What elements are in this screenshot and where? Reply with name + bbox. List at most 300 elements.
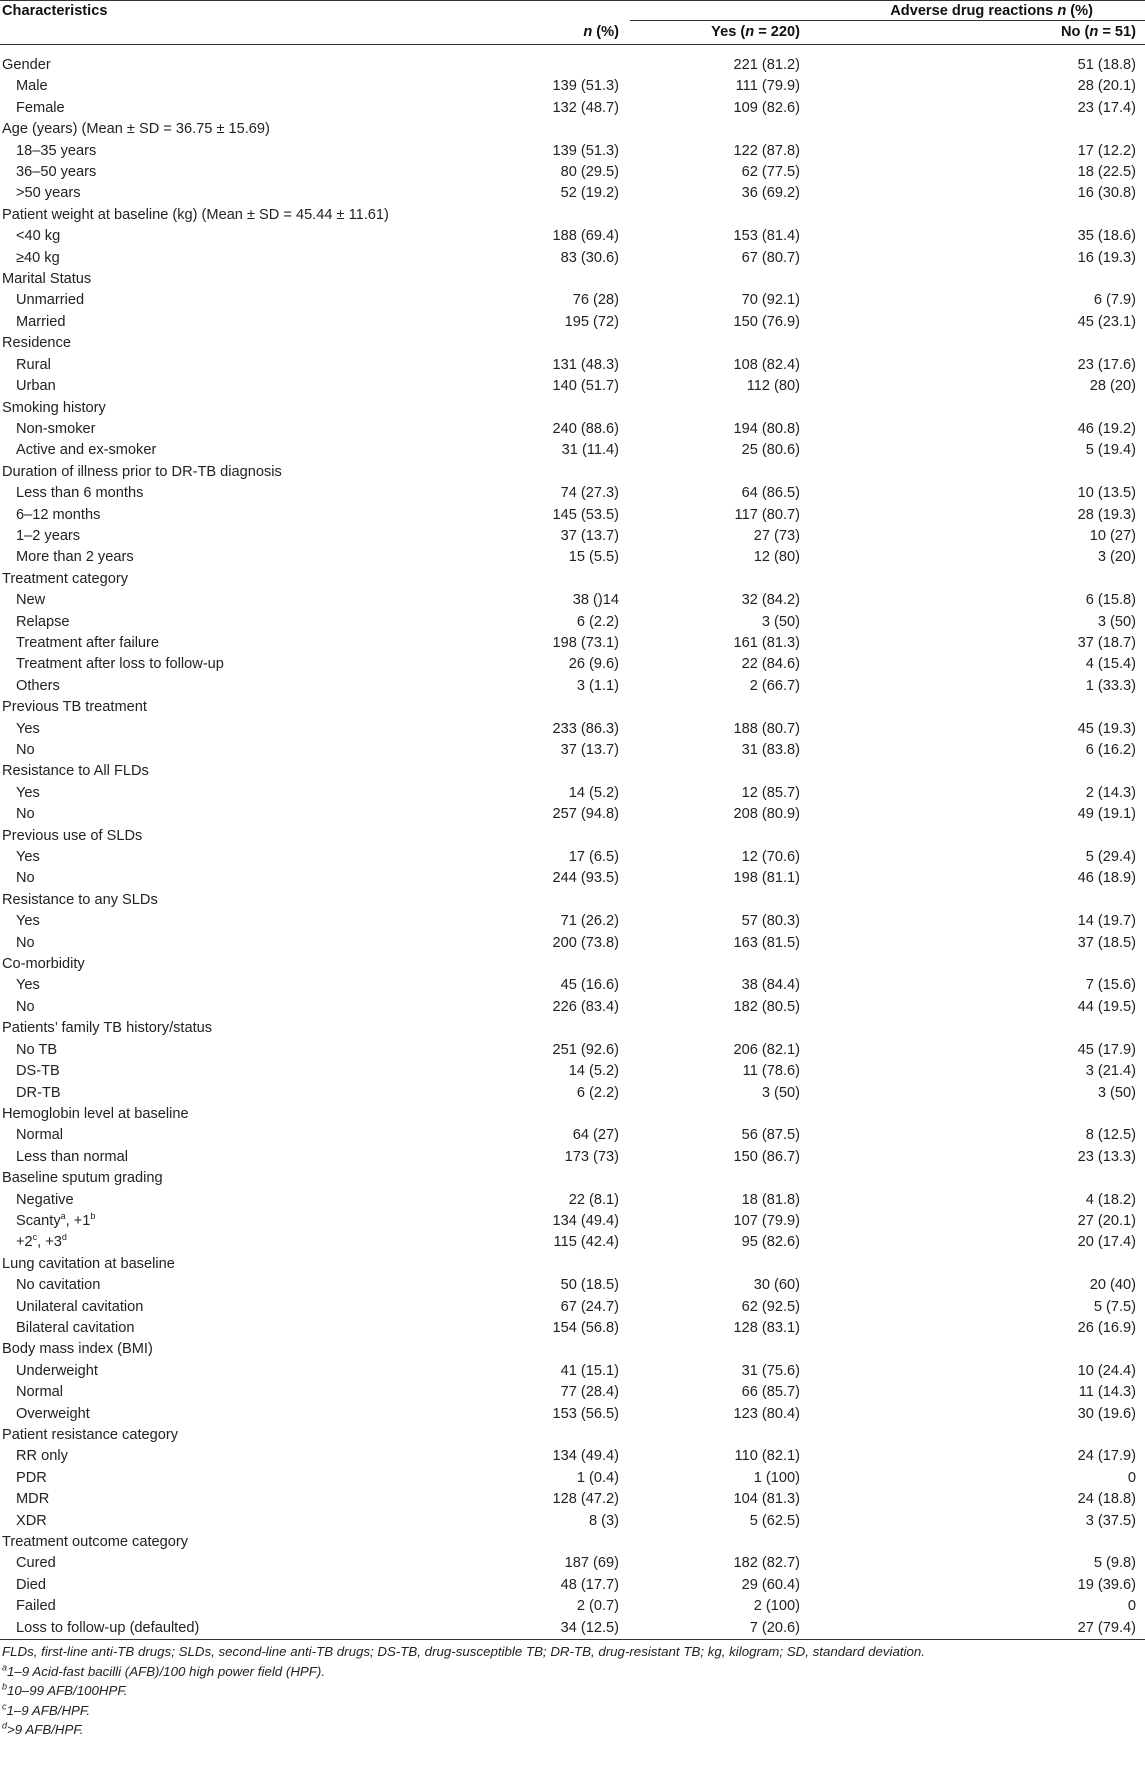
cell-n-percent: 52 (19.2)	[560, 185, 619, 202]
cell-adr-no: 23 (17.6)	[1077, 356, 1137, 373]
cell-adr-no: 10 (13.5)	[1077, 485, 1137, 502]
cell-adr-no: 5 (19.4)	[1085, 442, 1137, 459]
table-row	[0, 162, 1145, 183]
cell-n-percent: 74 (27.3)	[560, 485, 619, 502]
table-row	[0, 226, 1145, 247]
table-row-category	[0, 569, 1145, 590]
table-row	[0, 76, 1145, 97]
cell-adr-yes: 2 (66.7)	[749, 677, 800, 694]
row-label: Treatment after loss to follow-up	[16, 656, 224, 673]
row-label: No cavitation	[16, 1277, 101, 1294]
cell-adr-no: 0	[1127, 1469, 1137, 1486]
table-row	[0, 141, 1145, 162]
cell-adr-yes: 161 (81.3)	[733, 634, 800, 651]
row-label: Patient weight at baseline (kg) (Mean ± SD = 45.44 ± 11.61)	[2, 206, 389, 223]
cell-adr-yes: 1 (100)	[753, 1469, 800, 1486]
table-row	[0, 1618, 1145, 1640]
cell-adr-no: 27 (20.1)	[1077, 1212, 1137, 1229]
row-label: New	[16, 592, 46, 609]
cell-adr-no: 6 (7.9)	[1093, 292, 1137, 309]
row-label: Body mass index (BMI)	[2, 1341, 153, 1358]
cell-adr-no: 7 (15.6)	[1085, 977, 1137, 994]
table-row-category	[0, 205, 1145, 226]
row-label: No	[16, 806, 35, 823]
cell-n-percent: 251 (92.6)	[552, 1041, 619, 1058]
table-row	[0, 312, 1145, 333]
cell-adr-yes	[630, 462, 905, 483]
table-row	[0, 1190, 1145, 1211]
footnote: $^b$10–99 AFB/100HPF.	[2, 1681, 128, 1699]
cell-adr-no	[905, 1339, 1145, 1360]
row-label: No	[16, 934, 35, 951]
cell-n-percent: 67 (24.7)	[560, 1298, 619, 1315]
cell-adr-yes: 7 (20.6)	[630, 1618, 905, 1640]
row-label: Treatment category	[2, 570, 128, 587]
header-yes: Yes (n = 220)	[711, 24, 800, 40]
cell-n-percent	[500, 1104, 630, 1125]
row-label: Bilateral cavitation	[16, 1319, 135, 1336]
cell-adr-yes: 221 (81.2)	[733, 57, 800, 73]
cell-adr-yes: 128 (83.1)	[733, 1319, 800, 1336]
row-label: Treatment outcome category	[2, 1534, 189, 1551]
cell-n-percent: 153 (56.5)	[552, 1405, 619, 1422]
cell-adr-no: 27 (79.4)	[905, 1618, 1145, 1640]
cell-adr-yes	[630, 1532, 905, 1553]
cell-adr-yes	[630, 269, 905, 290]
cell-adr-no	[905, 462, 1145, 483]
table-row-category	[0, 1168, 1145, 1189]
table-row	[0, 654, 1145, 675]
cell-adr-no	[905, 269, 1145, 290]
cell-adr-yes	[630, 119, 905, 140]
cell-adr-yes: 31 (83.8)	[741, 742, 800, 758]
table-row	[0, 1211, 1145, 1232]
cell-adr-no: 3 (37.5)	[1085, 1512, 1137, 1529]
table-row	[0, 1596, 1145, 1617]
cell-adr-yes: 56 (87.5)	[741, 1127, 800, 1144]
cell-adr-no: 16 (19.3)	[1077, 249, 1137, 266]
cell-adr-yes	[630, 1168, 905, 1189]
row-label: Previous TB treatment	[2, 699, 147, 716]
row-label: No	[16, 998, 35, 1015]
cell-adr-no: 46 (19.2)	[1077, 420, 1137, 437]
cell-adr-yes: 2 (100)	[753, 1598, 800, 1615]
table-row	[0, 997, 1145, 1018]
cell-adr-no: 37 (18.5)	[1077, 934, 1137, 951]
cell-n-percent: 200 (73.8)	[552, 934, 619, 951]
cell-n-percent: 2 (0.7)	[576, 1598, 619, 1615]
table-row	[0, 740, 1145, 761]
cell-adr-no	[905, 1104, 1145, 1125]
table-row	[0, 1404, 1145, 1425]
cell-n-percent: 83 (30.6)	[560, 249, 619, 266]
cell-adr-yes: 3 (50)	[761, 613, 800, 630]
footnote: $^c$1–9 AFB/HPF.	[2, 1701, 91, 1718]
table-row	[0, 248, 1145, 269]
cell-adr-no: 35 (18.6)	[1077, 228, 1137, 245]
row-label: DS-TB	[16, 1063, 60, 1080]
table-row	[0, 290, 1145, 311]
cell-n-percent	[500, 1254, 630, 1275]
cell-n-percent	[500, 398, 630, 419]
table-row-category	[0, 1018, 1145, 1039]
table-row	[0, 1275, 1145, 1296]
cell-n-percent: 139 (51.3)	[552, 78, 619, 95]
row-label: Patients’ family TB history/status	[2, 1020, 213, 1037]
table-row-category	[0, 890, 1145, 911]
row-label: Overweight	[16, 1405, 90, 1422]
table-row	[0, 1232, 1145, 1253]
cell-n-percent	[500, 269, 630, 290]
row-label: Resistance to any SLDs	[2, 891, 158, 908]
cell-n-percent: 187 (69)	[564, 1555, 619, 1572]
cell-adr-yes: 122 (87.8)	[733, 142, 800, 159]
cell-n-percent: 145 (53.5)	[552, 506, 619, 523]
cell-adr-yes	[630, 697, 905, 718]
cell-adr-yes: 38 (84.4)	[741, 977, 800, 994]
cell-n-percent: 37 (13.7)	[560, 527, 619, 544]
table-row-category	[0, 1425, 1145, 1446]
table-row	[0, 419, 1145, 440]
cell-adr-yes: 29 (60.4)	[741, 1576, 800, 1593]
cell-adr-yes: 111 (79.9)	[735, 78, 800, 95]
cell-n-percent	[500, 1532, 630, 1553]
cell-adr-no: 6 (15.8)	[1085, 592, 1137, 609]
cell-adr-yes: 206 (82.1)	[733, 1041, 800, 1058]
cell-adr-yes: 62 (77.5)	[741, 164, 800, 181]
cell-n-percent: 244 (93.5)	[552, 870, 619, 887]
cell-adr-no: 4 (15.4)	[1085, 656, 1137, 673]
table-row	[0, 612, 1145, 633]
cell-adr-no: 26 (16.9)	[1077, 1319, 1137, 1336]
table-row	[0, 1446, 1145, 1467]
cell-n-percent	[500, 1168, 630, 1189]
cell-adr-no: 6 (16.2)	[1085, 742, 1137, 758]
cell-n-percent: 115 (42.4)	[553, 1234, 619, 1251]
cell-n-percent: 14 (5.2)	[568, 1063, 619, 1080]
row-label: Cured	[16, 1555, 56, 1572]
cell-n-percent: 14 (5.2)	[568, 784, 619, 801]
cell-adr-yes: 12 (80)	[753, 549, 800, 566]
row-label: MDR	[16, 1491, 50, 1508]
cell-adr-yes: 150 (76.9)	[733, 313, 800, 330]
cell-adr-no	[905, 333, 1145, 354]
table-row	[0, 590, 1145, 611]
cell-adr-no: 49 (19.1)	[1077, 806, 1137, 823]
cell-n-percent: 188 (69.4)	[552, 228, 619, 245]
cell-n-percent: 64 (27)	[572, 1127, 619, 1144]
table-row-category	[0, 398, 1145, 419]
cell-adr-no	[905, 1532, 1145, 1553]
cell-n-percent	[500, 462, 630, 483]
cell-adr-no: 24 (18.8)	[1077, 1491, 1137, 1508]
row-label: 1–2 years	[16, 527, 81, 544]
cell-adr-no	[905, 761, 1145, 782]
row-label: $+2^c$, $+3^d$	[16, 1232, 67, 1251]
row-label: Others	[16, 677, 60, 694]
cell-adr-yes	[630, 954, 905, 975]
table-row	[0, 1489, 1145, 1510]
cell-adr-no: 51 (18.8)	[1077, 57, 1137, 73]
table-row	[0, 505, 1145, 526]
cell-n-percent	[500, 890, 630, 911]
table-row-category	[0, 761, 1145, 782]
table-row	[0, 847, 1145, 868]
table-row	[0, 975, 1145, 996]
row-label: 6–12 months	[16, 506, 101, 523]
row-label: Lung cavitation at baseline	[2, 1255, 175, 1272]
cell-adr-yes: 194 (80.8)	[733, 420, 800, 437]
row-label: Married	[16, 313, 66, 330]
cell-adr-no	[905, 890, 1145, 911]
table-row-category	[0, 826, 1145, 847]
cell-adr-yes: 32 (84.2)	[741, 592, 800, 609]
table-row	[0, 719, 1145, 740]
cell-adr-no	[905, 1018, 1145, 1039]
header-characteristics: Characteristics	[2, 3, 108, 19]
cell-adr-yes	[630, 890, 905, 911]
row-label: Unilateral cavitation	[16, 1298, 144, 1315]
cell-adr-yes: 30 (60)	[753, 1277, 800, 1294]
row-label: Unmarried	[16, 292, 85, 309]
cell-adr-no: 46 (18.9)	[1077, 870, 1137, 887]
header-no: No (n = 51)	[1060, 24, 1137, 40]
row-label: Yes	[16, 784, 40, 801]
row-label: ≥40 kg	[16, 249, 60, 266]
cell-adr-no: 3 (50)	[1097, 613, 1137, 630]
cell-adr-no	[905, 1254, 1145, 1275]
cell-adr-yes: 107 (79.9)	[733, 1212, 800, 1229]
cell-adr-yes: 208 (80.9)	[733, 806, 800, 823]
table-row-category	[0, 55, 1145, 76]
row-label: No TB	[16, 1041, 58, 1058]
row-label: Less than normal	[16, 1148, 128, 1165]
table-row	[0, 676, 1145, 697]
cell-n-percent: 198 (73.1)	[552, 634, 619, 651]
cell-n-percent: 140 (51.7)	[552, 378, 619, 395]
cell-adr-yes: 70 (92.1)	[741, 292, 800, 309]
cell-adr-no: 20 (17.4)	[1077, 1234, 1137, 1251]
cell-adr-no: 23 (17.4)	[1077, 99, 1137, 116]
cell-n-percent: 8 (3)	[588, 1512, 619, 1529]
cell-adr-yes: 153 (81.4)	[733, 228, 800, 245]
cell-n-percent: 71 (26.2)	[560, 913, 619, 930]
table-row-category	[0, 954, 1145, 975]
cell-n-percent: 76 (28)	[572, 292, 619, 309]
table-row-category	[0, 1104, 1145, 1125]
table-row	[0, 804, 1145, 825]
row-label: Residence	[2, 335, 71, 352]
row-label: Yes	[16, 849, 40, 866]
cell-adr-yes	[630, 1339, 905, 1360]
cell-n-percent: 257 (94.8)	[552, 806, 619, 823]
table-row	[0, 1318, 1145, 1339]
table-row	[0, 1511, 1145, 1532]
row-label: Age (years) (Mean ± SD = 36.75 ± 15.69)	[2, 121, 270, 138]
cell-n-percent	[500, 826, 630, 847]
row-label: Active and ex-smoker	[16, 442, 157, 459]
table-row	[0, 1040, 1145, 1061]
table-row-category	[0, 333, 1145, 354]
cell-adr-yes: 22 (84.6)	[741, 656, 800, 673]
cell-adr-yes	[630, 569, 905, 590]
cell-adr-yes	[630, 398, 905, 419]
table-row	[0, 440, 1145, 461]
table-row-category	[0, 119, 1145, 140]
table-row	[0, 1468, 1145, 1489]
cell-adr-no: 5 (7.5)	[1093, 1298, 1137, 1315]
cell-adr-yes: 117 (80.7)	[734, 506, 800, 523]
table-body	[0, 55, 1145, 1640]
group-underline	[630, 20, 1145, 21]
cell-adr-no	[905, 826, 1145, 847]
cell-n-percent: 139 (51.3)	[552, 142, 619, 159]
cell-adr-yes	[630, 761, 905, 782]
cell-n-percent: 131 (48.3)	[552, 356, 619, 373]
table-row	[0, 526, 1145, 547]
row-label: Baseline sputum grading	[2, 1170, 163, 1187]
table-row-category	[0, 462, 1145, 483]
row-label: Smoking history	[2, 399, 106, 416]
cell-adr-no: 30 (19.6)	[1077, 1405, 1137, 1422]
row-label: Gender	[2, 57, 51, 73]
table-row	[0, 1553, 1145, 1574]
cell-adr-no	[905, 1425, 1145, 1446]
row-label: Yes	[16, 977, 40, 994]
cell-adr-no: 11 (14.3)	[1078, 1384, 1137, 1401]
cell-adr-no: 19 (39.6)	[1077, 1576, 1137, 1593]
table-row	[0, 911, 1145, 932]
table-row	[0, 1297, 1145, 1318]
table-row	[0, 933, 1145, 954]
cell-adr-no	[905, 398, 1145, 419]
cell-adr-yes: 110 (82.1)	[734, 1448, 800, 1465]
cell-n-percent: 1 (0.4)	[576, 1469, 619, 1486]
table-row	[0, 355, 1145, 376]
cell-adr-yes: 67 (80.7)	[741, 249, 800, 266]
cell-adr-yes	[630, 333, 905, 354]
cell-adr-no	[905, 1168, 1145, 1189]
cell-adr-yes: 18 (81.8)	[741, 1191, 800, 1208]
cell-adr-no	[905, 697, 1145, 718]
cell-n-percent: 173 (73)	[564, 1148, 619, 1165]
cell-n-percent	[500, 119, 630, 140]
cell-adr-yes: 36 (69.2)	[741, 185, 800, 202]
row-label: <40 kg	[16, 228, 61, 245]
cell-adr-yes: 150 (86.7)	[733, 1148, 800, 1165]
row-label: Co-morbidity	[2, 956, 85, 973]
row-label: Marital Status	[2, 271, 92, 288]
row-label: >50 years	[16, 185, 81, 202]
row-label: Loss to follow-up (defaulted)	[0, 1618, 500, 1640]
cell-n-percent	[500, 1018, 630, 1039]
row-label: Duration of illness prior to DR-TB diagnosis	[2, 463, 282, 480]
table-row	[0, 1061, 1145, 1082]
cell-adr-no: 5 (9.8)	[1093, 1555, 1137, 1572]
cell-n-percent: 3 (1.1)	[576, 677, 619, 694]
cell-adr-no: 10 (27)	[1089, 527, 1137, 544]
cell-adr-yes: 123 (80.4)	[733, 1405, 800, 1422]
cell-adr-yes	[630, 1018, 905, 1039]
row-label: 36–50 years	[16, 164, 97, 181]
row-label: Non-smoker	[16, 420, 96, 437]
table-row	[0, 547, 1145, 568]
cell-n-percent	[500, 1339, 630, 1360]
cell-n-percent: 6 (2.2)	[576, 613, 619, 630]
cell-adr-no	[905, 205, 1145, 226]
row-label: Less than 6 months	[16, 485, 144, 502]
cell-n-percent	[500, 333, 630, 354]
cell-adr-yes: 108 (82.4)	[733, 356, 800, 373]
row-label: No	[16, 742, 35, 758]
header-group-adr	[630, 1, 1145, 22]
cell-adr-no: 37 (18.7)	[1077, 634, 1137, 651]
header-n: n (%)	[583, 24, 619, 40]
row-label: More than 2 years	[16, 549, 134, 566]
table-row	[0, 633, 1145, 654]
row-label: Yes	[16, 913, 40, 930]
row-label: Scanty$^a$, $+1^b$	[16, 1211, 96, 1229]
footnotes	[0, 1640, 1145, 1740]
cell-adr-no: 0	[1127, 1598, 1137, 1615]
cell-adr-no: 4 (18.2)	[1085, 1191, 1137, 1208]
table-row	[0, 483, 1145, 504]
table-row	[0, 376, 1145, 397]
cell-adr-no: 17 (12.2)	[1077, 142, 1137, 159]
cell-adr-yes: 182 (80.5)	[733, 998, 800, 1015]
cell-adr-no: 3 (50)	[1097, 1084, 1137, 1101]
row-label: Underweight	[16, 1362, 98, 1379]
cell-adr-yes: 27 (73)	[753, 527, 800, 544]
cell-adr-no: 5 (29.4)	[1085, 849, 1137, 866]
cell-adr-yes: 57 (80.3)	[741, 913, 800, 930]
table-row-category	[0, 1532, 1145, 1553]
table-header	[0, 1, 1145, 56]
cell-adr-no: 8 (12.5)	[1085, 1127, 1137, 1144]
cell-adr-no: 18 (22.5)	[1077, 164, 1137, 181]
table-row	[0, 1575, 1145, 1596]
table-row	[0, 1382, 1145, 1403]
cell-adr-no: 45 (17.9)	[1077, 1041, 1137, 1058]
cell-n-percent: 50 (18.5)	[560, 1277, 619, 1294]
cell-n-percent: 34 (12.5)	[500, 1618, 630, 1640]
cell-n-percent: 15 (5.5)	[568, 549, 619, 566]
cell-n-percent: 26 (9.6)	[568, 656, 619, 673]
row-label: Died	[16, 1576, 47, 1593]
table-row	[0, 1147, 1145, 1168]
table-row	[0, 783, 1145, 804]
row-label: Male	[16, 78, 48, 95]
footnote: $^d$>9 AFB/HPF.	[2, 1721, 84, 1738]
cell-adr-yes: 104 (81.3)	[733, 1491, 800, 1508]
cell-adr-no	[905, 954, 1145, 975]
cell-adr-yes	[630, 826, 905, 847]
cell-adr-no: 3 (20)	[1097, 549, 1137, 566]
cell-adr-yes: 62 (92.5)	[741, 1298, 800, 1315]
cell-adr-yes: 182 (82.7)	[733, 1555, 800, 1572]
table-row-category	[0, 1254, 1145, 1275]
cell-n-percent: 80 (29.5)	[560, 164, 619, 181]
cell-adr-no: 44 (19.5)	[1077, 998, 1137, 1015]
cell-n-percent: 134 (49.4)	[552, 1212, 619, 1229]
cell-n-percent: 132 (48.7)	[552, 99, 619, 116]
cell-adr-no: 28 (20.1)	[1077, 78, 1137, 95]
cell-adr-yes: 163 (81.5)	[733, 934, 800, 951]
cell-adr-no: 20 (40)	[1089, 1277, 1137, 1294]
cell-adr-no: 28 (19.3)	[1077, 506, 1137, 523]
cell-n-percent: 48 (17.7)	[560, 1576, 619, 1593]
table-row-category	[0, 697, 1145, 718]
